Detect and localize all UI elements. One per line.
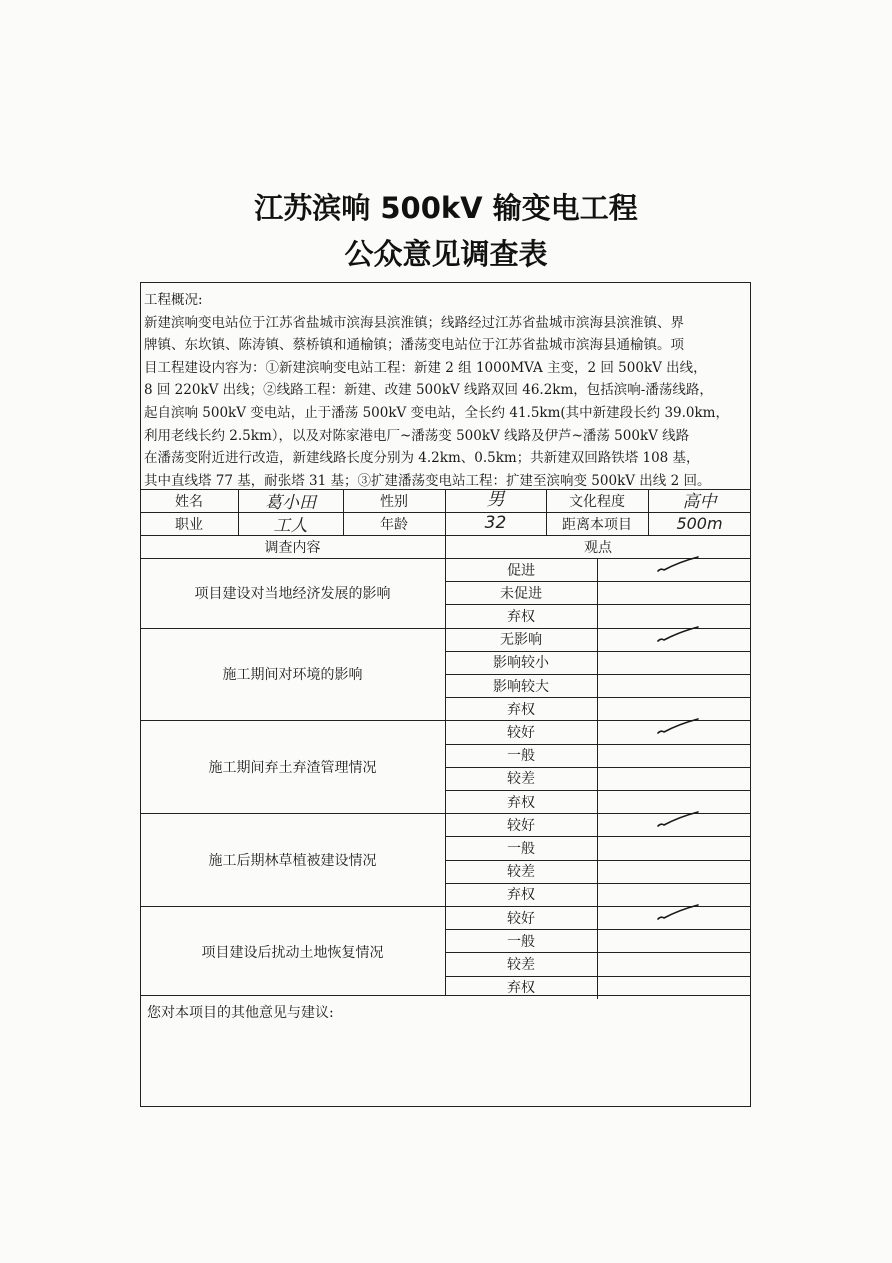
age-value[interactable]: 32 — [484, 513, 507, 533]
name-value[interactable]: 葛小田 — [265, 492, 316, 513]
option-check-cell[interactable] — [597, 860, 751, 883]
checkmark-icon — [655, 554, 701, 576]
option-label: 较好 — [507, 724, 535, 741]
overview-label: 工程概况: — [144, 292, 203, 308]
option-check-cell[interactable] — [597, 581, 751, 604]
question-text: 项目建设对当地经济发展的影响 — [194, 585, 391, 602]
option-label: 一般 — [507, 840, 535, 857]
checkmark-icon — [655, 809, 701, 831]
distance-value[interactable]: 500m — [676, 513, 723, 533]
question-text: 施工后期林草植被建设情况 — [208, 852, 377, 869]
overview-line: 8 回 220kV 出线；②线路工程：新建、改建 500kV 线路双回 46.2km，包括滨响-潘荡线路， — [144, 382, 713, 399]
divider — [445, 604, 751, 605]
option-check-cell[interactable] — [597, 836, 751, 859]
education-label: 文化程度 — [569, 493, 625, 510]
suggestions-label: 您对本项目的其他意见与建议: — [147, 1005, 334, 1021]
divider — [445, 976, 751, 977]
divider — [445, 836, 751, 837]
suggestions-field[interactable] — [141, 1022, 749, 1104]
option-label: 弃权 — [507, 794, 535, 811]
option-label: 弃权 — [507, 608, 535, 625]
divider — [445, 929, 751, 930]
divider — [445, 952, 751, 953]
divider — [445, 651, 751, 652]
overview-line: 其中直线塔 77 基，耐张塔 31 基；③扩建潘荡变电站工程：扩建至滨响变 500kV 出线 2 回。 — [144, 472, 711, 489]
checkmark-icon — [655, 716, 701, 738]
divider — [445, 883, 751, 884]
overview-line: 目工程建设内容为：①新建滨响变电站工程：新建 2 组 1000MVA 主变，2 回 500kV 出线， — [144, 359, 707, 376]
question-text: 施工期间弃土弃渣管理情况 — [208, 759, 377, 776]
option-label: 弃权 — [507, 980, 535, 997]
overview-line: 牌镇、东坎镇、陈涛镇、蔡桥镇和通榆镇；潘荡变电站位于江苏省盐城市滨海县通榆镇。项 — [144, 337, 684, 354]
option-check-cell[interactable] — [597, 674, 751, 697]
option-label: 弃权 — [507, 701, 535, 718]
project-overview — [144, 289, 748, 492]
option-check-cell[interactable] — [597, 744, 751, 767]
overview-line: 起自滨响 500kV 变电站，止于潘荡 500kV 变电站，全长约 41.5km(其中新建段长约 39.0km， — [144, 404, 729, 421]
overview-line: 在潘荡变附近进行改造，新建线路长度分别为 4.2km、0.5km；共新建双回路铁塔 108 基， — [144, 450, 700, 467]
option-check-cell[interactable] — [597, 651, 751, 674]
distance-label: 距离本项目 — [562, 516, 632, 533]
option-label: 影响较大 — [493, 678, 549, 695]
form-subtitle: 公众意见调查表 — [344, 237, 548, 271]
divider — [445, 790, 751, 791]
education-value[interactable]: 高中 — [682, 491, 717, 512]
question-text: 项目建设后扰动土地恢复情况 — [201, 945, 384, 962]
question-text: 施工期间对环境的影响 — [222, 666, 363, 683]
divider — [445, 674, 751, 675]
option-label: 促进 — [507, 562, 535, 579]
option-label: 较差 — [507, 864, 535, 881]
option-check-cell[interactable] — [597, 767, 751, 790]
option-label: 一般 — [507, 933, 535, 950]
occupation-value[interactable]: 工人 — [273, 515, 308, 536]
divider — [445, 860, 751, 861]
gender-value[interactable]: 男 — [486, 489, 505, 510]
header-content: 调查内容 — [264, 539, 321, 556]
option-label: 较好 — [507, 910, 535, 927]
divider — [445, 744, 751, 745]
option-label: 较好 — [507, 817, 535, 834]
divider — [445, 581, 751, 582]
option-label: 较差 — [507, 956, 535, 973]
name-label: 姓名 — [175, 493, 203, 510]
option-label: 未促进 — [500, 585, 542, 602]
option-check-cell[interactable] — [597, 952, 751, 975]
form-title: 江苏滨响 500kV 输变电工程 — [254, 191, 638, 225]
header-opinion: 观点 — [584, 539, 612, 556]
occupation-label: 职业 — [175, 516, 203, 533]
checkmark-icon — [655, 624, 701, 646]
option-label: 较差 — [507, 771, 535, 788]
option-check-cell[interactable] — [597, 929, 751, 952]
checkmark-icon — [655, 902, 701, 924]
divider — [445, 697, 751, 698]
option-label: 无影响 — [500, 632, 542, 649]
overview-line: 利用老线长约 2.5km），以及对陈家港电厂~潘荡变 500kV 线路及伊芦~潘荡 500kV 线路 — [144, 427, 690, 444]
gender-label: 性别 — [380, 493, 408, 510]
option-label: 弃权 — [507, 887, 535, 904]
option-label: 一般 — [507, 748, 535, 765]
divider — [445, 767, 751, 768]
overview-line: 新建滨响变电站位于江苏省盐城市滨海县滨淮镇；线路经过江苏省盐城市滨海县滨淮镇、界 — [144, 314, 684, 331]
age-label: 年龄 — [380, 516, 408, 533]
option-label: 影响较小 — [493, 655, 549, 672]
divider — [140, 995, 751, 996]
